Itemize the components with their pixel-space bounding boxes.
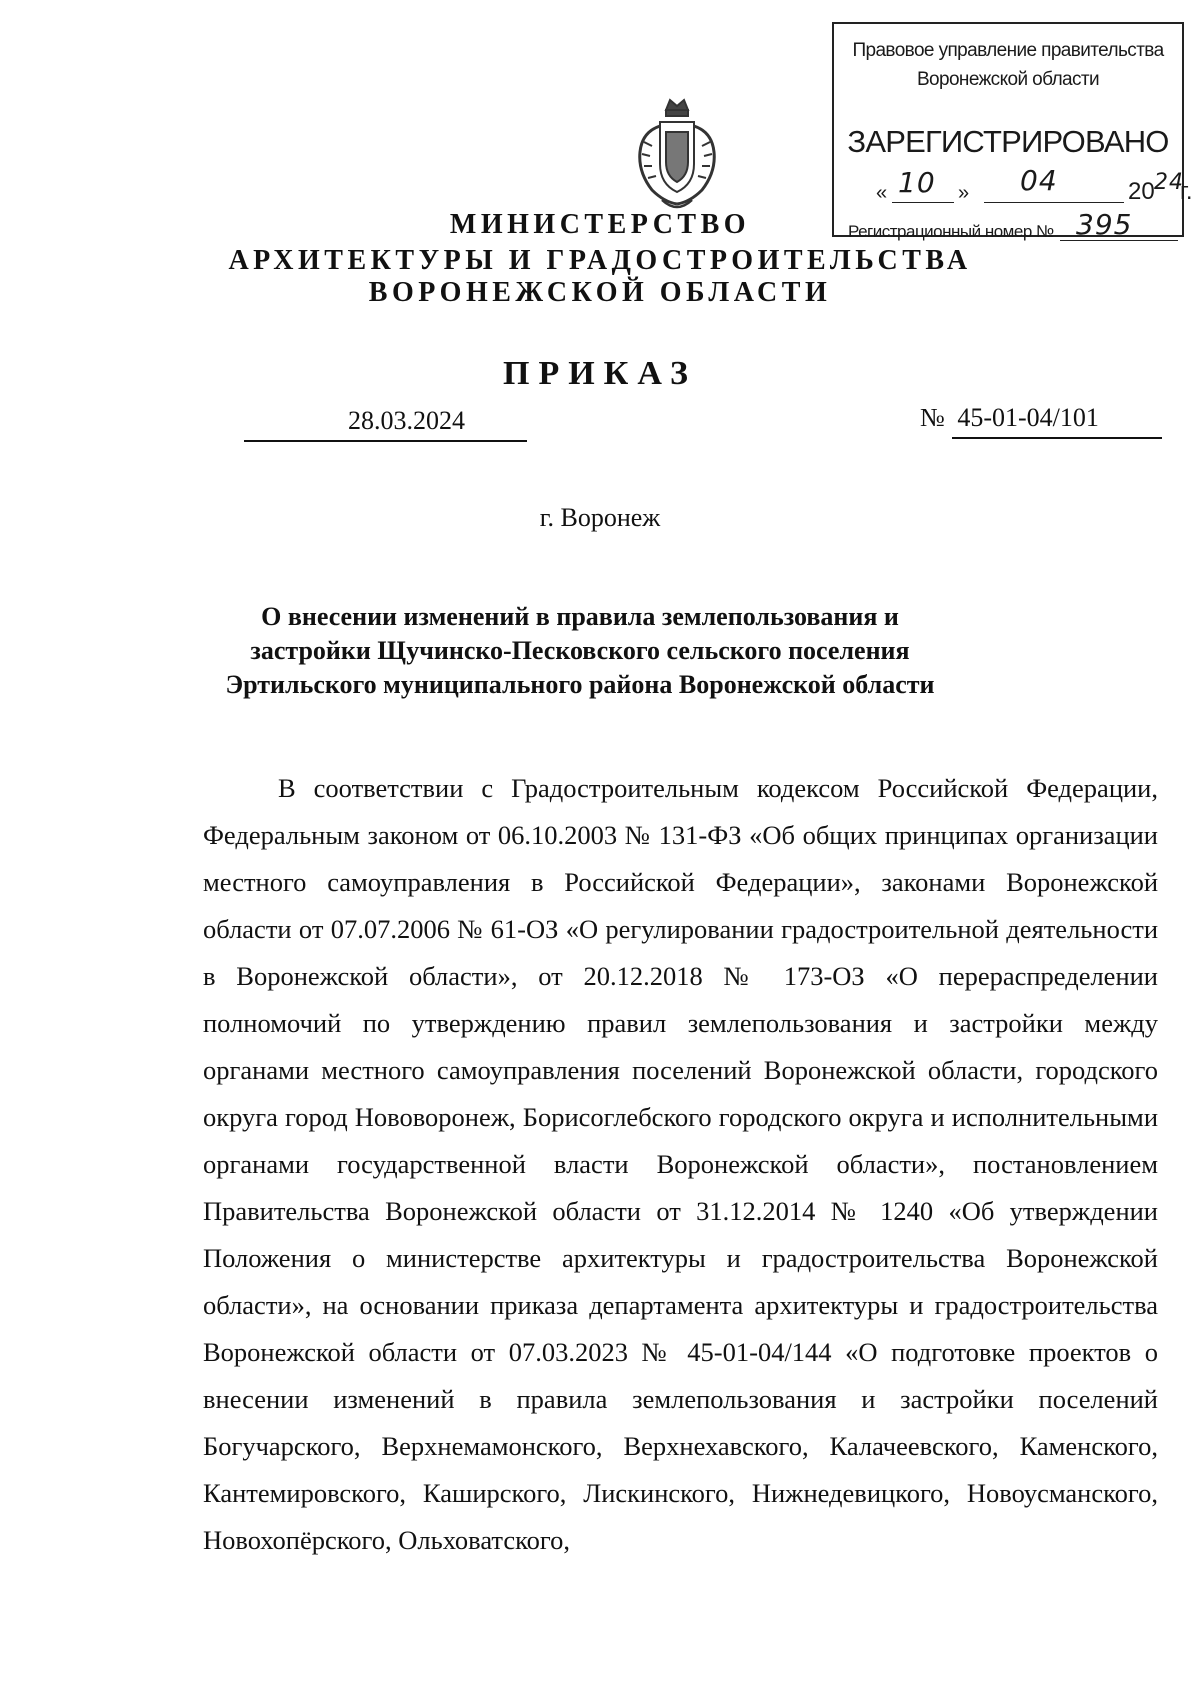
stamp-registered-label: ЗАРЕГИСТРИРОВАНО <box>847 124 1169 159</box>
order-number-value: 45-01-04/101 <box>957 403 1099 432</box>
order-number <box>920 403 1099 433</box>
order-number-sign: № <box>920 403 945 432</box>
stamp-month: 04 <box>1020 164 1058 197</box>
stamp-year-mark: г. <box>1180 178 1193 205</box>
stamp-year-suffix: 24 <box>1154 170 1184 195</box>
stamp-number-label: Регистрационный номер № <box>848 222 1054 241</box>
stamp-org-line-2: Воронежской области <box>916 69 1100 90</box>
stamp-organization <box>834 36 1182 94</box>
document-type-heading: ПРИКАЗ <box>503 355 697 392</box>
stamp-day: 10 <box>898 166 936 199</box>
stamp-quote-open: « <box>876 182 888 204</box>
ministry-name-line-3: ВОРОНЕЖСКОЙ ОБЛАСТИ <box>368 277 832 308</box>
stamp-day-line <box>892 202 954 203</box>
order-date-value: 28.03.2024 <box>348 406 465 435</box>
ministry-name-line-2: АРХИТЕКТУРЫ И ГРАДОСТРОИТЕЛЬСТВА <box>228 245 972 276</box>
ministry-name-line-1: МИНИСТЕРСТВО <box>449 209 751 240</box>
stamp-date <box>874 164 1193 208</box>
stamp-month-line <box>984 202 1124 203</box>
stamp-year-prefix: 20 <box>1128 178 1155 205</box>
document-title: О внесении изменений в правила землепользования и застройки Щучинско-Песковского сельского поселения Эртильского муниципального района Воронежской области <box>225 602 935 699</box>
stamp-number: 395 <box>1076 208 1133 241</box>
stamp-org-line-1: Правовое управление правительства <box>852 40 1164 61</box>
city-name: г. Воронеж <box>539 503 661 532</box>
stamp-quote-close: » <box>958 182 970 204</box>
registration-stamp <box>832 22 1193 241</box>
voronezh-coat-of-arms-icon <box>622 92 732 217</box>
order-date <box>348 406 465 436</box>
order-date-line <box>244 440 527 442</box>
order-number-line <box>952 437 1162 439</box>
document-body-paragraph: В соответствии с Градостроительным кодексом Российской Федерации, Федеральным законом от 06.10.2003 № 131-ФЗ «Об общих принципах организации местного самоуправления в Российской Федерации», законами Воронежской области от 07.07.2006 № 61-ОЗ «О регулировании градостроительной деятельности в Воронежской области», от 20.12.2018 № 173-ОЗ «О перераспределении полномочий по утверждению правил землепользования и застройки между органами местного самоуправления поселений Воронежской области, городского округа город Нововоронеж, Борисоглебского городского округа и исполнительными органами государственной власти Воронежской области», постановлением Правительства Воронежской области от 31.12.2014 № 1240 «Об утверждении Положения о министерстве архитектуры и градостроительства Воронежской области», на основании приказа департамента архитектуры и градостроительства Воронежской области от 07.03.2023 № 45-01-04/144 «О подготовке проектов о внесении изменений в правила землепользования и застройки поселений Богучарского, Верхнемамонского, Верхнехавского, Калачеевского, Каменского, Кантемировского, Каширского, Лискинского, Нижнедевицкого, Новоусманского, Новохопёрского, Ольховатского, <box>203 773 1158 1555</box>
